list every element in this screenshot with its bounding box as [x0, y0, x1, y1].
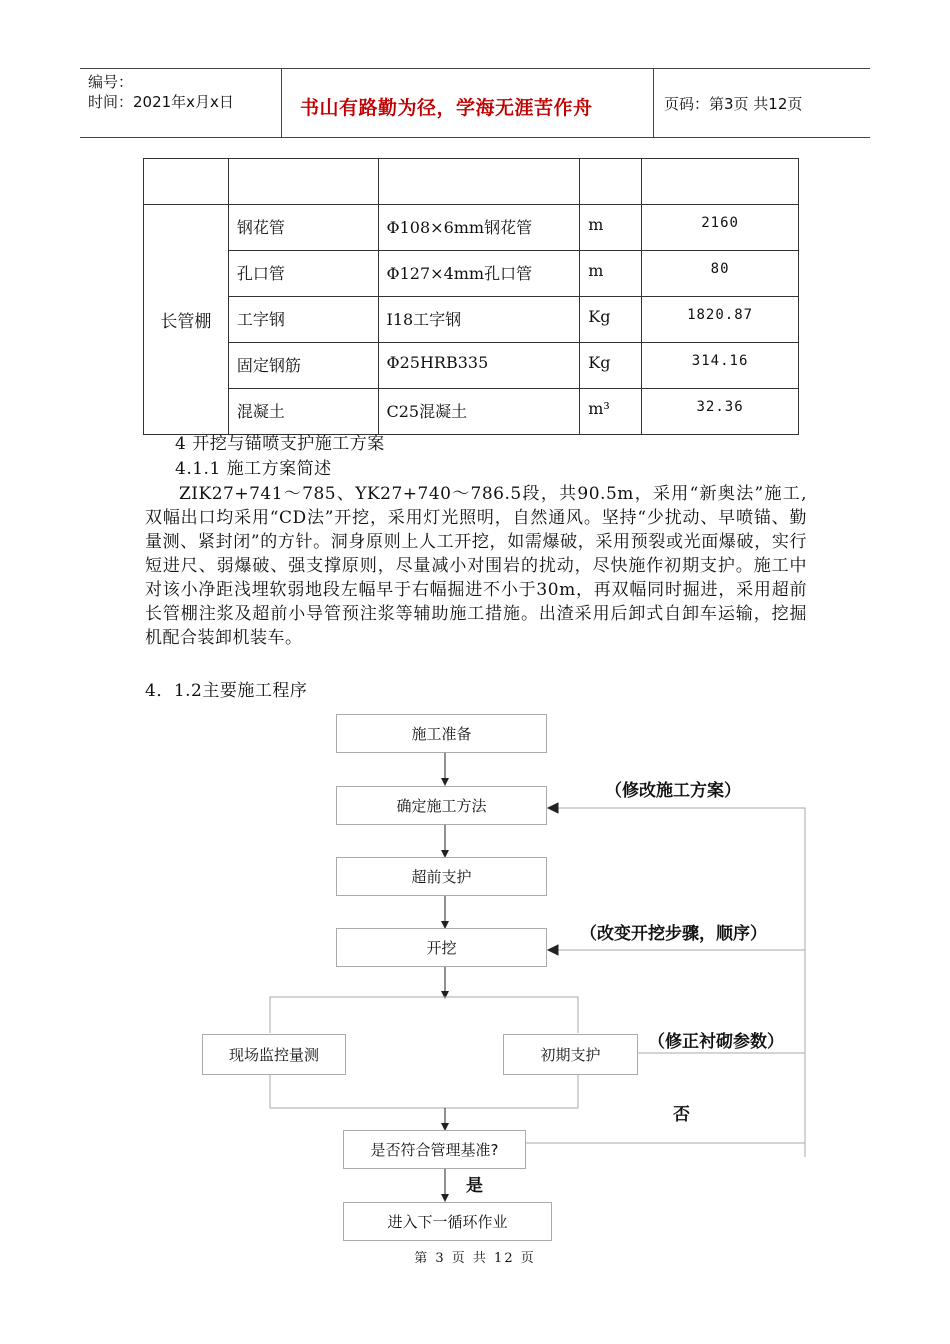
- table-unit-cell: Kg: [580, 343, 642, 389]
- table-item-cell: 工字钢: [228, 297, 378, 343]
- table-qty-cell: 80: [642, 251, 799, 297]
- flow-step-method: 确定施工方法: [336, 786, 547, 825]
- note-correct-params: （修正衬砌参数）: [648, 1032, 784, 1052]
- section-4-1-1-paragraph: ZIK27+741～785、YK27+740～786.5段，共90.5m，采用“新奥法”施工,双幅出口均采用“CD法”开挖，采用灯光照明，自然通风。坚持“少扰动、早喷锚、勤量测、紧封闭”的方针。洞身原则上人工开挖，如需爆破，采用预裂或光面爆破，实行短进尺、弱爆破、强支撑原则，尽量减小对围岩的扰动，尽快施作初期支护。施工中对该小净距浅埋软弱地段左幅早于右幅掘进不小于30m，再双幅同时掘进，采用超前长管棚注浆及超前小导管预注浆等辅助施工措施。出渣采用后卸式自卸车运输，挖掘机配合装卸机装车。: [145, 484, 807, 648]
- flow-step-preparation: 施工准备: [336, 714, 547, 753]
- table-spec-cell: C25混凝土: [378, 389, 580, 435]
- note-modify-plan: （修改施工方案）: [605, 781, 741, 801]
- section-4-1-2-heading: 4．1.2主要施工程序: [145, 681, 308, 701]
- feedback-loop-plan: [525, 808, 805, 1143]
- table-unit-cell: m: [580, 251, 642, 297]
- header-page-code: 页码：第3页 共12页: [664, 95, 803, 113]
- section-4-heading: 4 开挖与锚喷支护施工方案: [175, 434, 385, 454]
- table-qty-cell: 2160: [642, 205, 799, 251]
- merge-branch-line: [270, 1074, 578, 1108]
- table-spec-cell: I18工字钢: [378, 297, 580, 343]
- page-footer: 第 3 页 共 12 页: [414, 1251, 536, 1266]
- flow-decision: 是否符合管理基准?: [343, 1130, 526, 1169]
- split-branch-line: [270, 997, 578, 1033]
- flow-step-next-cycle: 进入下一循环作业: [343, 1202, 552, 1241]
- table-spec-cell: Φ127×4mm孔口管: [378, 251, 580, 297]
- table-spec-cell: Φ25HRB335: [378, 343, 580, 389]
- flow-step-advance-support: 超前支护: [336, 857, 547, 896]
- section-4-1-1-heading: 4.1.1 施工方案简述: [175, 459, 332, 479]
- header-motto: 书山有路勤为径，学海无涯苦作舟: [300, 97, 593, 119]
- label-no: 否: [673, 1105, 690, 1125]
- flow-step-initial-support: 初期支护: [503, 1034, 638, 1075]
- table-spec-cell: Φ108×6mm钢花管: [378, 205, 580, 251]
- table-unit-cell: Kg: [580, 297, 642, 343]
- table-item-cell: 固定钢筋: [228, 343, 378, 389]
- header-time-label: 时间：2021年x月x日: [88, 93, 234, 111]
- flow-step-excavation: 开挖: [336, 928, 547, 967]
- table-unit-cell: m³: [580, 389, 642, 435]
- table-category-cell: 长管棚: [144, 205, 229, 435]
- label-yes: 是: [466, 1176, 483, 1196]
- arrow-head-steps: [548, 945, 558, 955]
- table-item-cell: 混凝土: [228, 389, 378, 435]
- table-qty-cell: 1820.87: [642, 297, 799, 343]
- arrow-head-plan: [548, 803, 558, 813]
- flow-step-monitoring: 现场监控量测: [202, 1034, 346, 1075]
- note-change-steps: （改变开挖步骤，顺序）: [580, 924, 767, 944]
- table-qty-cell: 32.36: [642, 389, 799, 435]
- table-qty-cell: 314.16: [642, 343, 799, 389]
- table-item-cell: 钢花管: [228, 205, 378, 251]
- table-item-cell: 孔口管: [228, 251, 378, 297]
- table-unit-cell: m: [580, 205, 642, 251]
- header-number-label: 编号：: [88, 73, 134, 91]
